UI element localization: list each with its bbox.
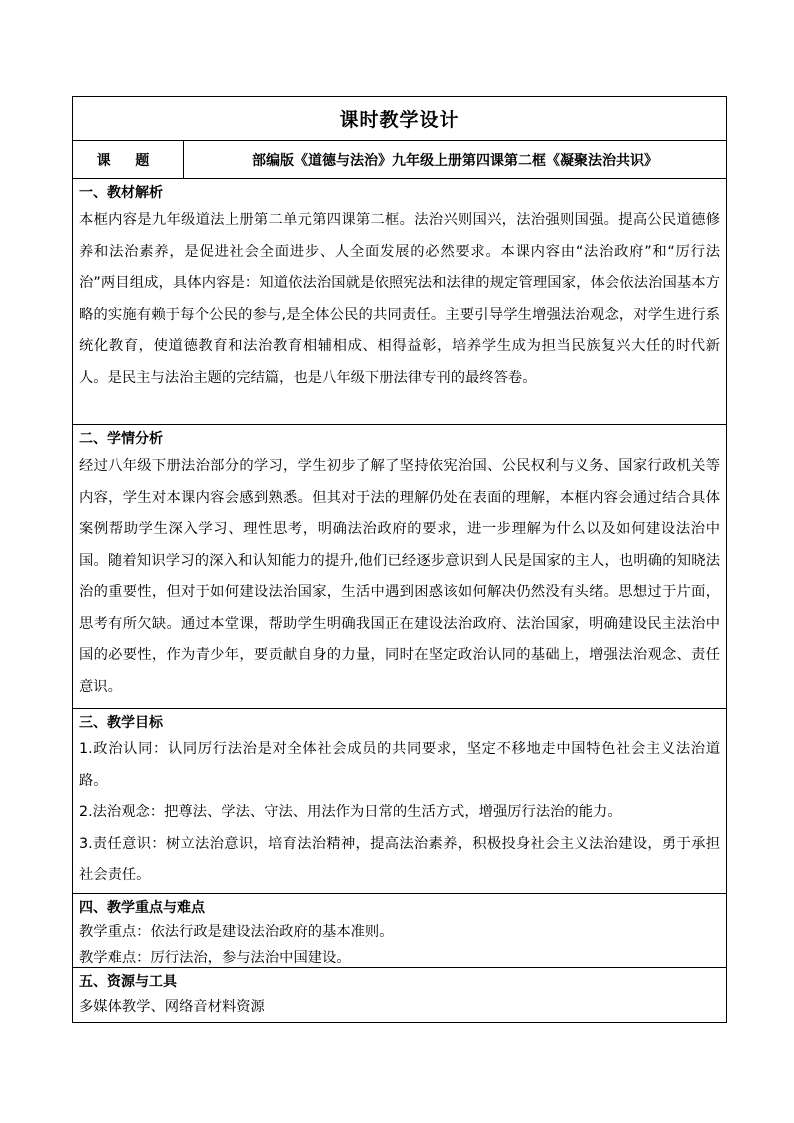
goal-item: 2.法治观念：把尊法、学法、守法、用法作为日常的生活方式，增强厉行法治的能力。 — [79, 804, 622, 820]
goal-item: 3.责任意识：树立法治意识，培育法治精神，提高法治素养，积极投身社会主义法治建设，勇于承担社会责任。 — [79, 835, 720, 883]
subject-value: 部编版《道德与法治》九年级上册第四课第二框《凝聚法治共识》 — [252, 152, 658, 169]
subject-label: 课 题 — [73, 141, 184, 178]
section-body: 经过八年级下册法治部分的学习，学生初步了解了坚持依宪治国、公民权利与义务、国家行政机关等内容，学生对本课内容会感到熟悉。但其对于法的理解仍处在表面的理解，本框内容会通过结合具体案例帮助学生深入学习、理性思考，明确法治政府的要求，进一步理解为什么以及如何建设法治中国。随着知识学习的深入和认知能力的提升,他们已经逐步意识到人民是国家的主人，也明确的知晓法治的重要性，但对于如何建设法治国家，生活中遇到困惑该如何解决仍然没有头绪。思想过于片面，思考有所欠缺。通过本堂课，帮助学生明确我国正在建设法治政府、法治国家，明确建设民主法治中国的必要性，作为青少年，要贡献自身的力量，同时在坚定政治认同的基础上，增强法治观念、责任意识。 — [79, 458, 720, 695]
section-heading: 二、学情分析 — [79, 431, 163, 447]
section-heading: 四、教学重点与难点 — [79, 900, 205, 916]
lesson-design-table — [72, 96, 727, 1023]
section-body: 多媒体教学、网络音材料资源 — [79, 999, 265, 1015]
section-body: 本框内容是九年级道法上册第二单元第四课第二框。法治兴则国兴，法治强则国强。提高公民道德修养和法治素养，是促进社会全面进步、人全面发展的必然要求。本课内容由“法治政府”和“厉行法治”两目组成，具体内容是：知道依法治国就是依照宪法和法律的规定管理国家，体会依法治国基本方略的实施有赖于每个公民的参与,是全体公民的共同责任。主要引导学生增强法治观念，对学生进行系统化教育，使道德教育和法治教育相辅相成、相得益彰，培养学生成为担当民族复兴大任的时代新人。是民主与法治主题的完结篇，也是八年级下册法律专刊的最终答卷。 — [79, 212, 720, 386]
goal-item: 1.政治认同：认同厉行法治是对全体社会成员的共同要求，坚定不移地走中国特色社会主义法治道路。 — [79, 741, 720, 789]
section-heading: 五、资源与工具 — [79, 974, 177, 990]
document-title: 课时教学设计 — [73, 97, 726, 141]
section-teaching-goals — [73, 709, 726, 894]
key-point: 教学重点：依法行政是建设法治政府的基本准则。 — [79, 924, 394, 940]
subject-row — [73, 141, 726, 179]
section-key-difficult-points — [73, 894, 726, 968]
section-textbook-analysis — [73, 179, 726, 425]
section-student-analysis — [73, 425, 726, 709]
section-heading: 一、教材解析 — [79, 185, 163, 201]
section-heading: 三、教学目标 — [79, 715, 163, 731]
section-resources-tools — [73, 968, 726, 1022]
difficult-point: 教学难点：厉行法治，参与法治中国建设。 — [79, 950, 351, 966]
